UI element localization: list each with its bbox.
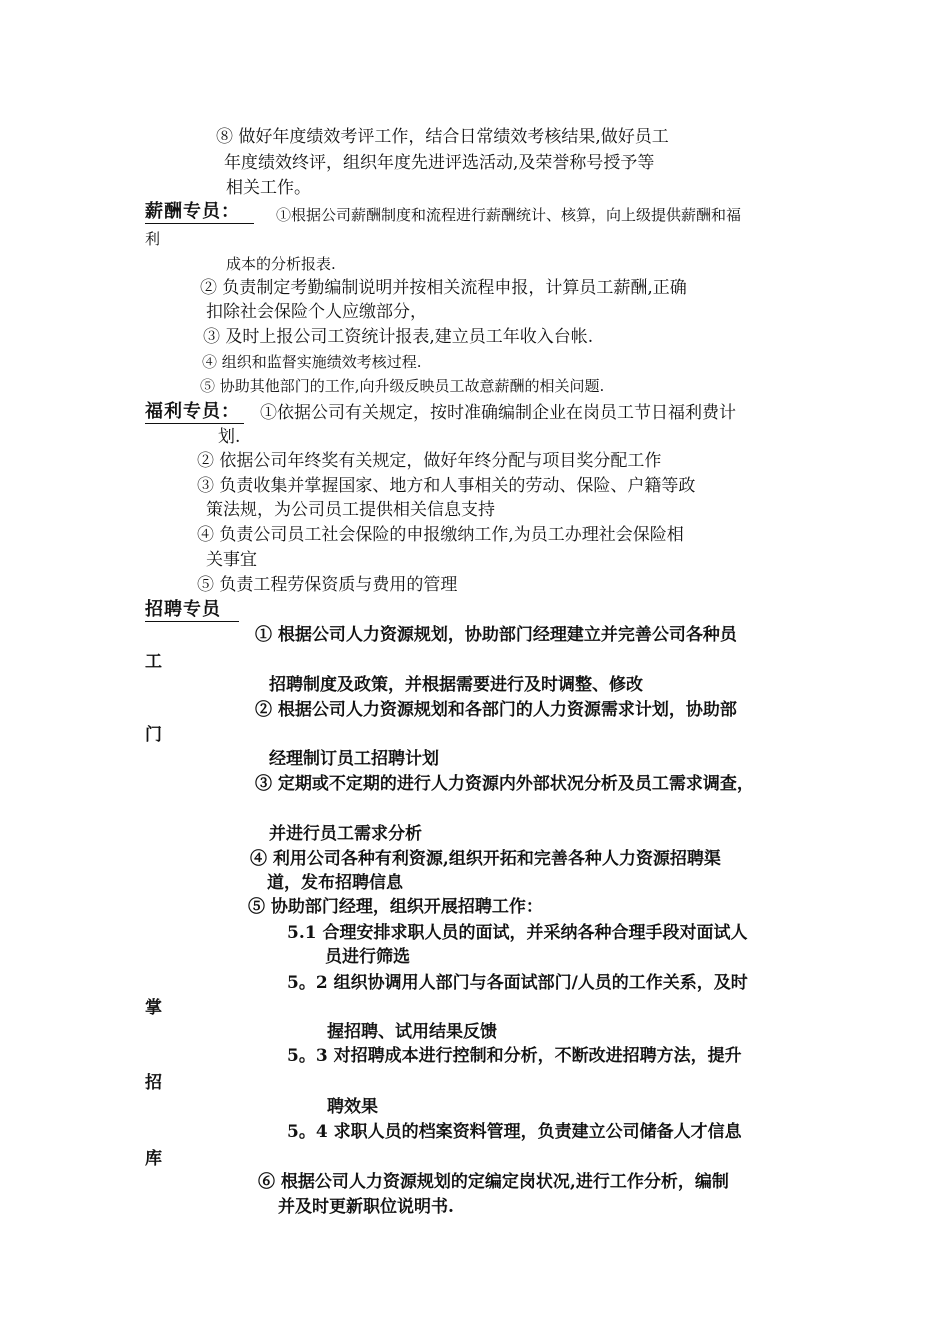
recruit-item-1-wrap: 工 xyxy=(145,652,162,672)
recruitment-specialist-heading: 招聘专员 xyxy=(145,599,239,622)
salary-item-1-line-2: 成本的分析报表. xyxy=(226,255,336,273)
recruit-item-2-wrap: 门 xyxy=(145,725,162,745)
salary-item-1-wrap: 利 xyxy=(145,230,161,248)
recruit-item-3-line-2: 并进行员工需求分析 xyxy=(269,824,422,844)
welfare-item-3-line-2: 策法规，为公司员工提供相关信息支持 xyxy=(206,500,495,520)
recruit-item-6-line-1: ⑥ 根据公司人力资源规划的定编定岗状况,进行工作分析，编制 xyxy=(258,1172,729,1192)
recruit-sub-5-2-line-2: 握招聘、试用结果反馈 xyxy=(327,1022,497,1042)
salary-item-3: ③ 及时上报公司工资统计报表,建立员工年收入台帐. xyxy=(203,327,594,347)
performance-item-8-line-1: ⑧ 做好年度绩效考评工作，结合日常绩效考核结果,做好员工 xyxy=(216,127,669,147)
salary-item-1-line-1: ①根据公司薪酬制度和流程进行薪酬统计、核算，向上级提供薪酬和福 xyxy=(276,206,742,224)
welfare-item-1-line-2: 划. xyxy=(218,427,241,447)
recruit-sub-5-4-line-1: 5。4 求职人员的档案资料管理，负责建立公司储备人才信息 xyxy=(287,1122,742,1142)
recruit-sub-5-2-line-1: 5。2 组织协调用人部门与各面试部门/人员的工作关系，及时 xyxy=(287,973,748,993)
welfare-item-4-line-2: 关事宜 xyxy=(206,550,257,570)
recruit-sub-5-4-wrap: 库 xyxy=(145,1149,162,1169)
salary-item-5: ⑤ 协助其他部门的工作,向升级反映员工故意薪酬的相关问题. xyxy=(200,377,605,395)
recruit-item-5: ⑤ 协助部门经理，组织开展招聘工作： xyxy=(248,897,543,917)
welfare-item-3-line-1: ③ 负责收集并掌握国家、地方和人事相关的劳动、保险、户籍等政 xyxy=(197,476,696,496)
recruit-item-3-line-1: ③ 定期或不定期的进行人力资源内外部状况分析及员工需求调查， xyxy=(255,774,754,794)
salary-item-2-line-1: ② 负责制定考勤编制说明并按相关流程申报，计算员工薪酬,正确 xyxy=(200,278,687,298)
recruit-sub-5-1-line-1: 5.1 合理安排求职人员的面试，并采纳各种合理手段对面试人 xyxy=(287,923,748,943)
recruit-item-1-line-2: 招聘制度及政策，并根据需要进行及时调整、修改 xyxy=(269,675,643,695)
recruit-sub-5-3-line-1: 5。3 对招聘成本进行控制和分析，不断改进招聘方法，提升 xyxy=(287,1046,742,1066)
welfare-item-2: ② 依据公司年终奖有关规定，做好年终分配与项目奖分配工作 xyxy=(197,451,662,471)
welfare-item-4-line-1: ④ 负责公司员工社会保险的申报缴纳工作,为员工办理社会保险相 xyxy=(197,525,684,545)
performance-item-8-line-2: 年度绩效终评，组织年度先进评选活动,及荣誉称号授予等 xyxy=(224,153,655,173)
recruit-item-2-line-2: 经理制订员工招聘计划 xyxy=(269,749,439,769)
welfare-item-5: ⑤ 负责工程劳保资质与费用的管理 xyxy=(197,575,458,595)
salary-item-4: ④ 组织和监督实施绩效考核过程. xyxy=(202,353,422,371)
recruit-sub-5-3-wrap: 招 xyxy=(145,1073,162,1093)
recruit-item-1-line-1: ① 根据公司人力资源规划，协助部门经理建立并完善公司各种员 xyxy=(255,625,737,645)
performance-item-8-line-3: 相关工作。 xyxy=(226,178,311,198)
recruit-item-6-line-2: 并及时更新职位说明书. xyxy=(278,1197,454,1217)
salary-item-2-line-2: 扣除社会保险个人应缴部分， xyxy=(206,302,427,322)
recruit-sub-5-3-line-2: 聘效果 xyxy=(327,1097,378,1117)
recruit-item-2-line-1: ② 根据公司人力资源规划和各部门的人力资源需求计划，协助部 xyxy=(255,700,737,720)
recruit-sub-5-1-line-2: 员进行筛选 xyxy=(325,947,410,967)
recruit-item-4-line-2: 道，发布招聘信息 xyxy=(267,873,403,893)
recruit-item-4-line-1: ④ 利用公司各种有利资源,组织开拓和完善各种人力资源招聘渠 xyxy=(250,849,721,869)
salary-specialist-heading: 薪酬专员： xyxy=(145,201,254,224)
welfare-item-1-line-1: ①依据公司有关规定，按时准确编制企业在岗员工节日福利费计 xyxy=(260,403,736,423)
recruit-sub-5-2-wrap: 掌 xyxy=(145,998,162,1018)
welfare-specialist-heading: 福利专员： xyxy=(145,401,244,424)
